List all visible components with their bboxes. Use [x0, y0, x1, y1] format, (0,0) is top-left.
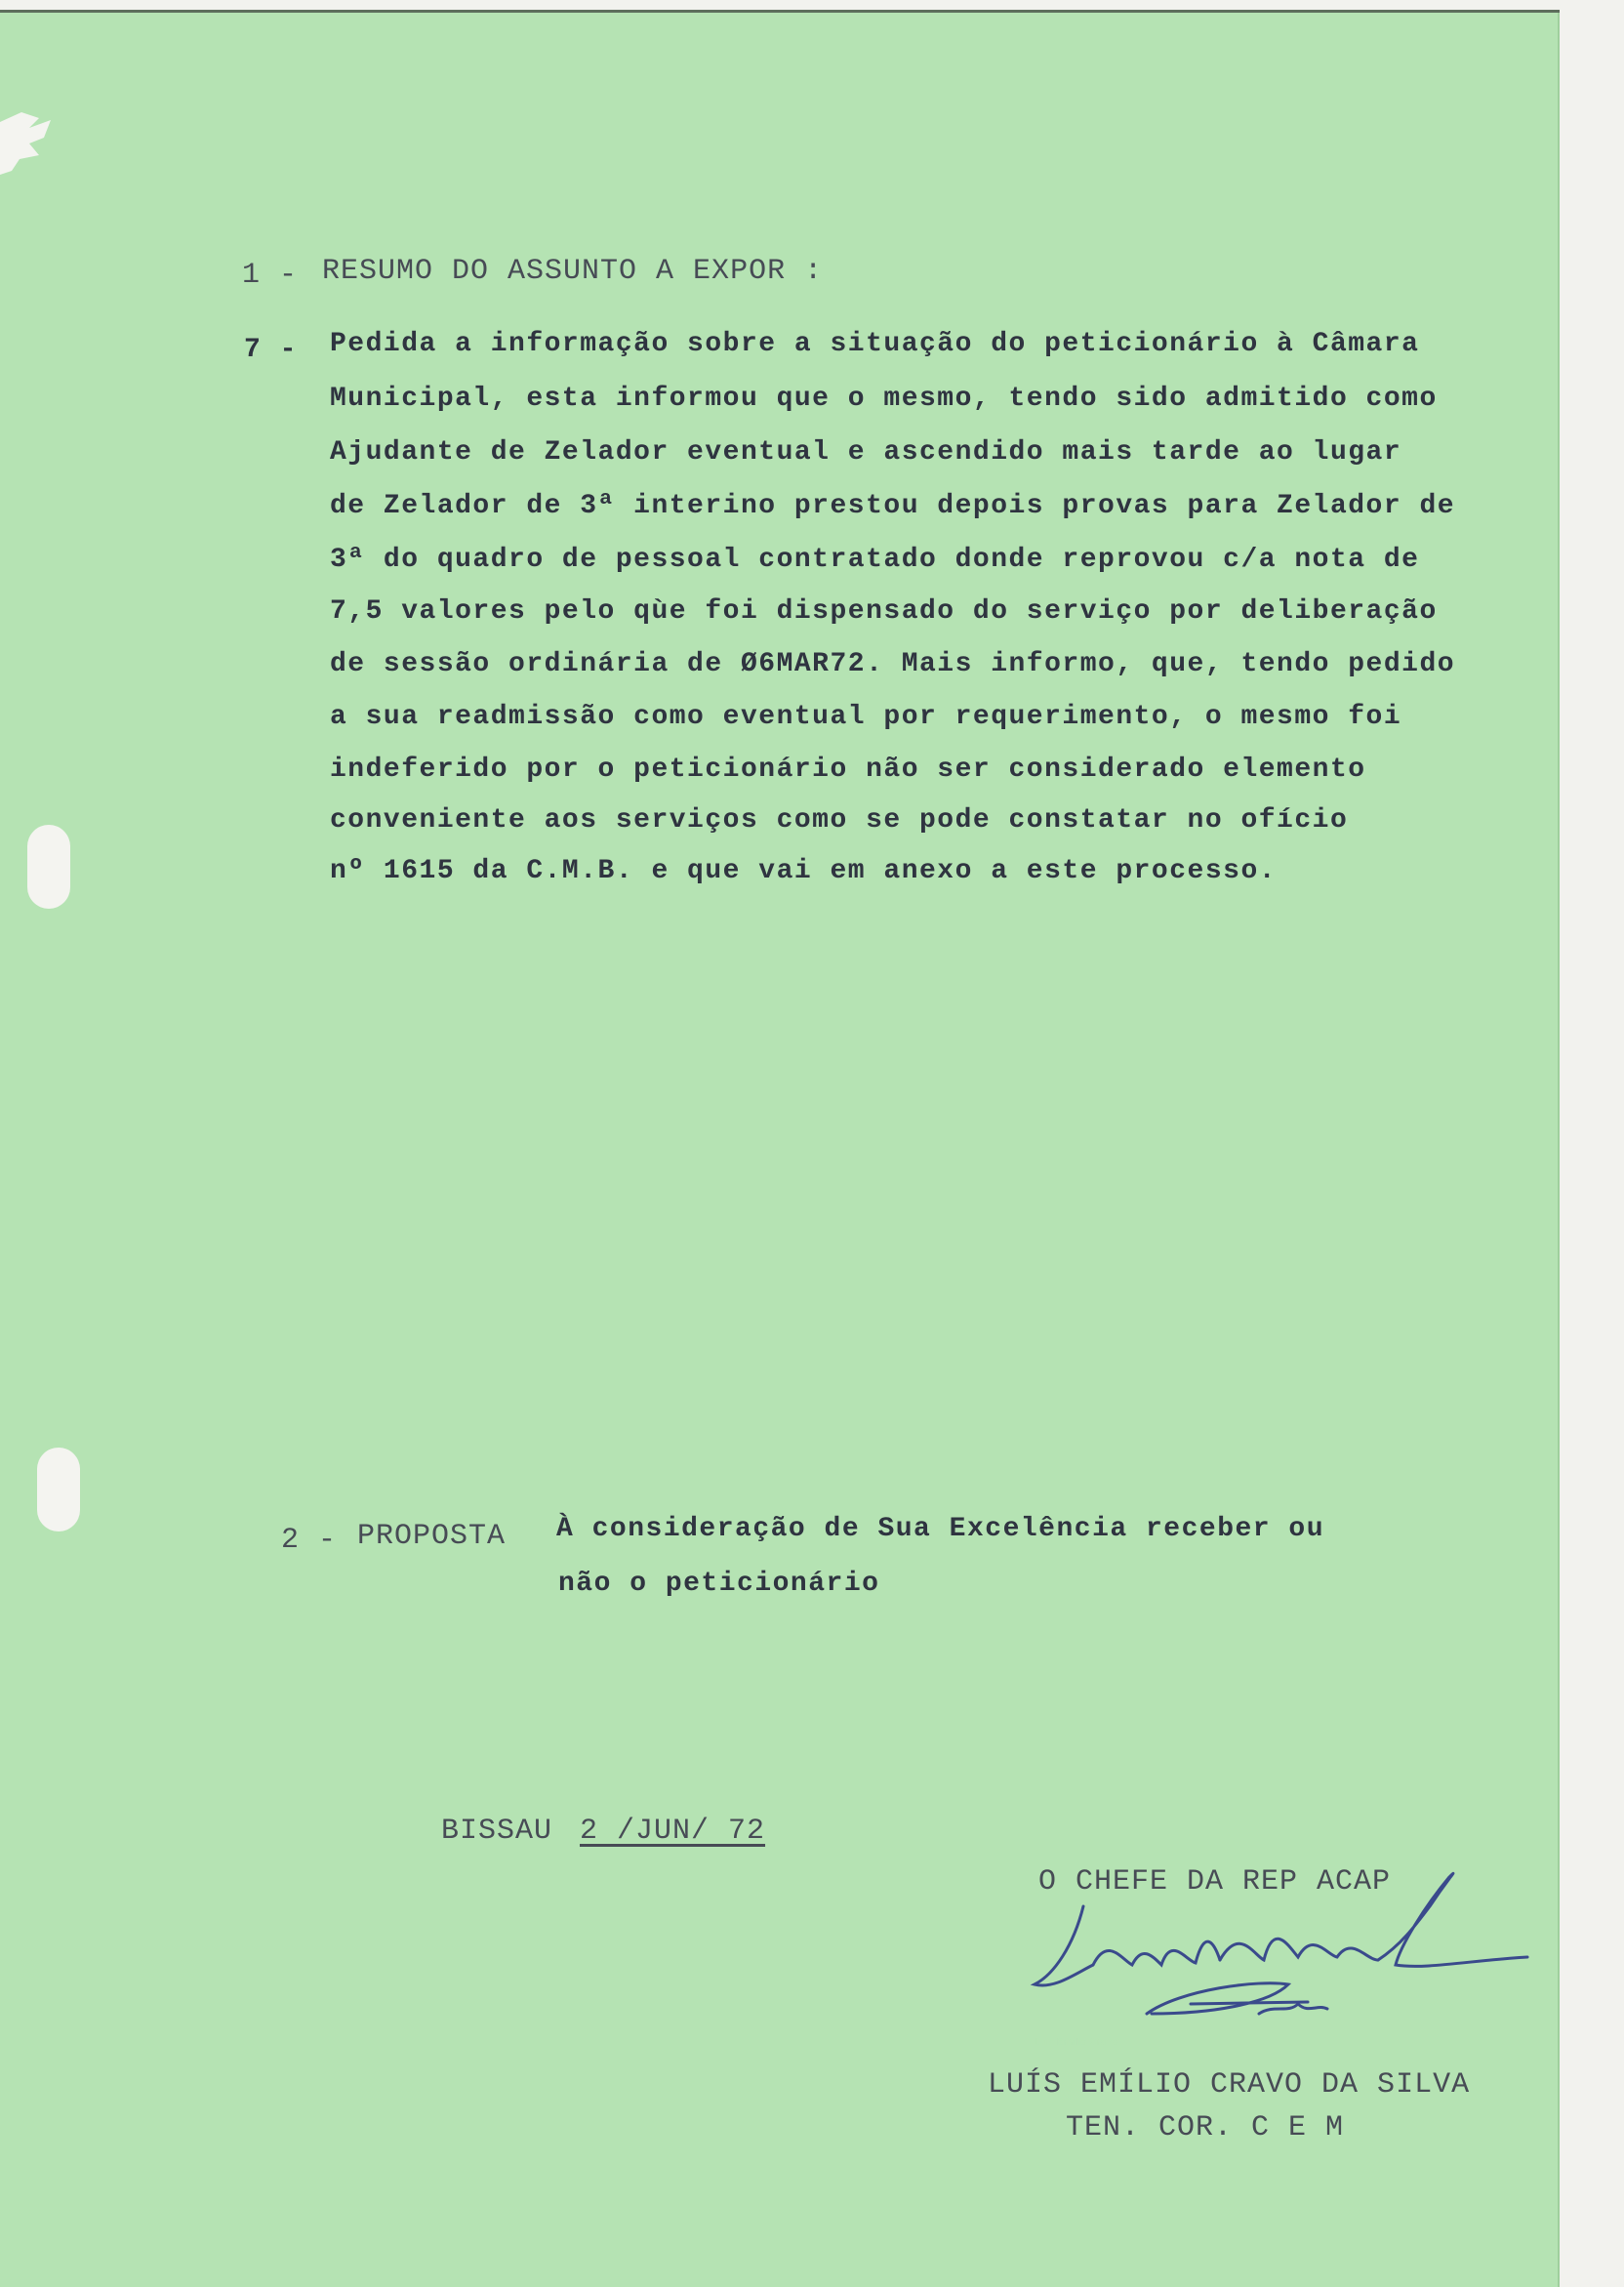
- summary-line: conveniente aos serviços como se pode constatar no ofício: [330, 805, 1349, 836]
- place: BISSAU: [441, 1815, 553, 1848]
- section-1-number: 1 -: [242, 259, 299, 292]
- summary-line: de sessão ordinária de Ø6MAR72. Mais informo, que, tendo pedido: [330, 649, 1456, 679]
- summary-line: a sua readmissão como eventual por requerimento, o mesmo foi: [330, 702, 1402, 732]
- summary-line: Municipal, esta informou que o mesmo, tendo sido admitido como: [330, 384, 1438, 414]
- date: 2 /JUN/ 72: [580, 1815, 766, 1848]
- proposal-line: não o peticionário: [558, 1569, 880, 1599]
- item-number: 7 -: [244, 335, 298, 365]
- signatory-name: LUÍS EMÍLIO CRAVO DA SILVA: [988, 2068, 1471, 2102]
- summary-line: nº 1615 da C.M.B. e que vai em anexo a este processo.: [330, 856, 1278, 886]
- signatory-title: O CHEFE DA REP ACAP: [1038, 1865, 1392, 1899]
- summary-line: Pedida a informação sobre a situação do peticionário à Câmara: [330, 329, 1420, 359]
- punch-hole-top: [27, 825, 70, 909]
- summary-line: 3ª do quadro de pessoal contratado donde reprovou c/a nota de: [330, 545, 1420, 575]
- torn-corner: [0, 110, 68, 188]
- handwritten-signature: [1015, 1867, 1542, 2053]
- punch-hole-bottom: [37, 1448, 80, 1531]
- proposal-line: À consideração de Sua Excelência receber ou: [556, 1514, 1325, 1544]
- summary-line: de Zelador de 3ª interino prestou depois provas para Zelador de: [330, 491, 1456, 521]
- signatory-rank: TEN. COR. C E M: [1066, 2111, 1345, 2144]
- document-page: [0, 10, 1560, 2287]
- summary-line: 7,5 valores pelo qùe foi dispensado do serviço por deliberação: [330, 596, 1438, 627]
- summary-line: Ajudante de Zelador eventual e ascendido mais tarde ao lugar: [330, 437, 1402, 468]
- summary-line: indeferido por o peticionário não ser considerado elemento: [330, 755, 1366, 785]
- section-2-number: 2 -: [281, 1524, 338, 1557]
- section-1-heading: RESUMO DO ASSUNTO A EXPOR :: [322, 255, 824, 288]
- section-2-heading: PROPOSTA: [357, 1520, 507, 1553]
- svg-text:Luís Emílio Cravo: Luís Emílio Cravo: [1035, 2037, 1118, 2048]
